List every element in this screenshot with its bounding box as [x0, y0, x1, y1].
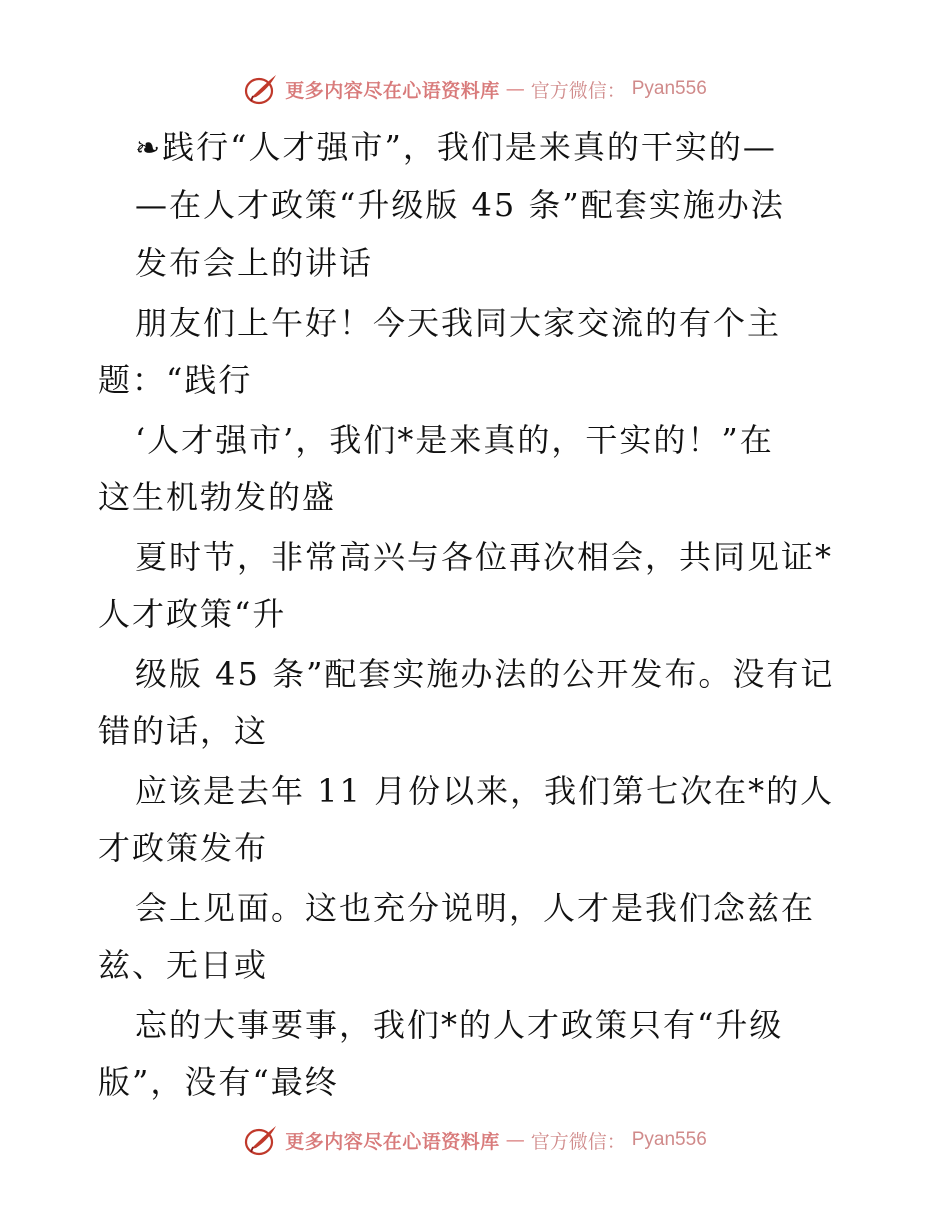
text-line: ‘人才强市’，我们*是来真的，干实的！”在: [135, 421, 774, 459]
text-line: 兹、无日或: [98, 946, 269, 984]
text-line: 朋友们上午好！今天我同大家交流的有个主: [135, 304, 782, 342]
banner-wechat-id: Pyan556: [631, 78, 707, 99]
text-line: 人才政策“升: [98, 595, 287, 633]
banner-main-text: 更多内容尽在心语资料库: [285, 1130, 500, 1153]
banner-wechat-id: Pyan556: [631, 1129, 707, 1150]
text-line: 会上见面。这也充分说明，人才是我们念兹在: [135, 889, 816, 927]
text-line: 版”，没有“最终: [98, 1063, 339, 1101]
text-line: 践行“人才强市”，我们是来真的干实的—: [162, 128, 777, 166]
text-line: 错的话，这: [98, 712, 269, 750]
title-line-3: 发布会上的讲话: [135, 244, 374, 282]
banner-dash: —: [505, 78, 525, 100]
text-line: 级版 45 条”配套实施办法的公开发布。没有记: [135, 655, 835, 693]
text-line: 这生机勃发的盛: [98, 478, 337, 516]
banner-dash: —: [505, 1129, 525, 1151]
text-line: 夏时节，非常高兴与各位再次相会，共同见证*: [135, 538, 834, 576]
text-line: 忘的大事要事，我们*的人才政策只有“升级: [135, 1006, 784, 1044]
header-watermark: [0, 72, 950, 106]
footer-watermark: [0, 1123, 950, 1157]
banner-sub-text: 官方微信：: [530, 79, 626, 102]
fleuron-icon: ❧: [135, 131, 163, 166]
title-line-1: [135, 127, 777, 169]
quill-logo-icon: [243, 1123, 279, 1157]
banner-sub-text: 官方微信：: [530, 1130, 626, 1153]
quill-logo-icon: [243, 72, 279, 106]
text-line: 应该是去年 11 月份以来，我们第七次在*的人: [135, 772, 835, 810]
banner-main-text: 更多内容尽在心语资料库: [285, 79, 500, 102]
text-line: 才政策发布: [98, 829, 269, 867]
title-line-2: —在人才政策“升级版 45 条”配套实施办法: [135, 186, 785, 224]
text-line: 题：“践行: [98, 361, 253, 399]
